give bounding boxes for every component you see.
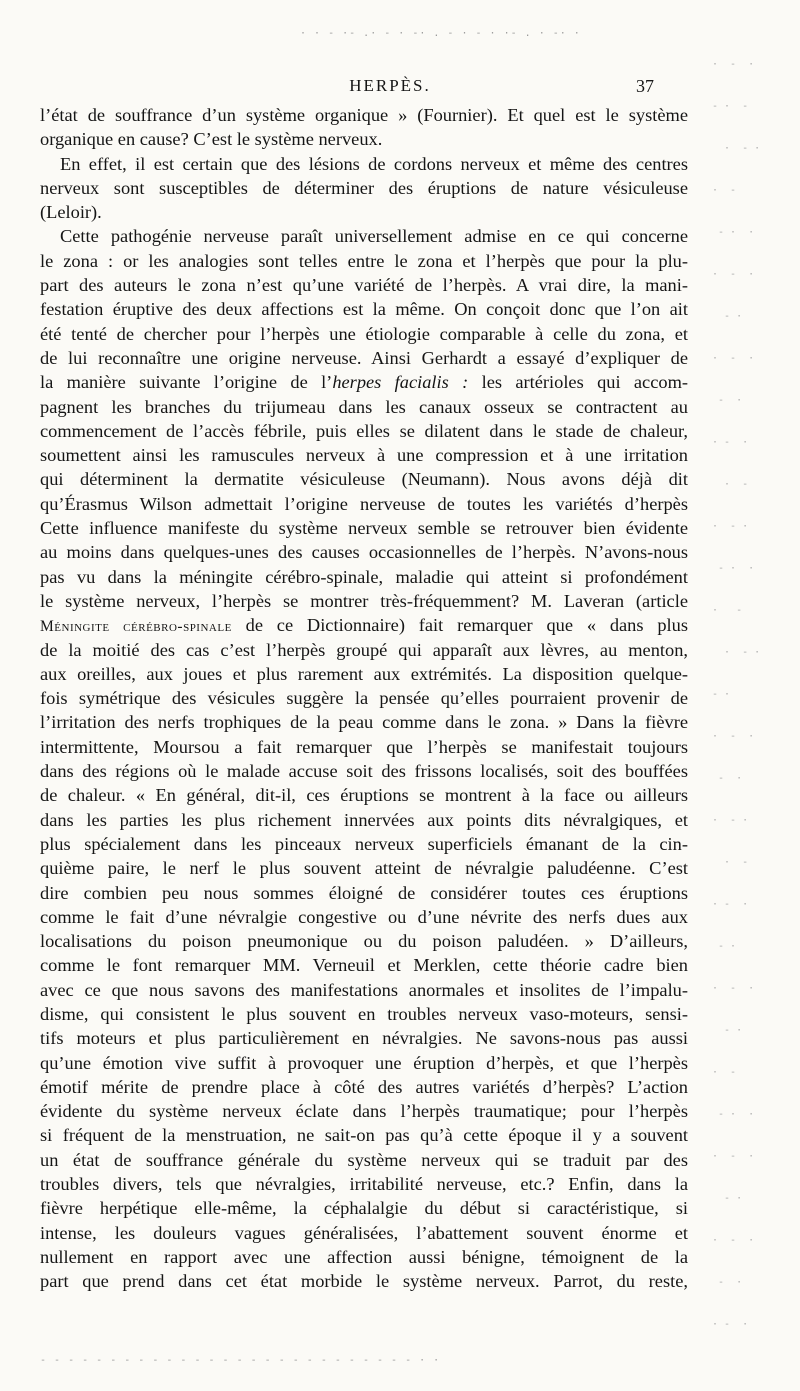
text-line: Cette pathogénie nerveuse paraît universellement admise en ce qui concerne <box>60 226 688 247</box>
text-line: été tenté de chercher pour l’herpès une étiologie comparable à celle du zona, et <box>40 323 688 344</box>
text-line: pagnent les branches du trijumeau dans les canaux osseux se contractent au <box>40 396 688 417</box>
text-line: quième paire, le nerf le plus souvent atteint de névralgie paludéenne. C’est <box>40 858 688 879</box>
text-line: au moins dans quelques-unes des causes occasionnelles de l’herpès. N’avons-nous <box>40 542 688 563</box>
text-line: intense, les douleurs vagues généralisées, l’abattement souvent énorme et <box>40 1222 688 1243</box>
text-line: organique en cause? C’est le système nerveux. <box>40 129 383 150</box>
text-segment: les artérioles qui accom- <box>468 372 688 393</box>
scan-artifact-top: · · - ·- .· - · -· . - · - · ·- . · -· · <box>300 28 581 39</box>
text-line: de chaleur. « En général, dit-il, ces éruptions se montrent à la face ou ailleurs <box>40 785 688 806</box>
text-line: avec ce que nous savons des manifestations anormales et insolites de l’impalu- <box>40 979 688 1000</box>
text-line: le zona : or les analogies sont telles entre le zona et l’herpès que pour la plu- <box>40 250 688 271</box>
text-line: de lui reconnaître une origine nerveuse. Ainsi Gerhardt a essayé d’expliquer de <box>40 347 688 368</box>
text-line: si fréquent de la menstruation, ne sait-on pas qu’à cette époque il y a souvent <box>40 1125 688 1146</box>
text-line: qu’une émotion vive suffit à provoquer une éruption d’herpès, et que l’herpès <box>40 1052 688 1073</box>
text-line: (Leloir). <box>40 202 102 223</box>
text-line: dire combien peu nous sommes éloigné de considérer toutes ces éruptions <box>40 882 688 903</box>
text-line: comme le font remarquer MM. Verneuil et Merklen, cette théorie cadre bien <box>40 955 688 976</box>
text-line: troubles divers, tels que névralgies, irritabilité nerveuse, etc.? Enfin, dans la <box>40 1174 688 1195</box>
text-line: évidente du système nerveux éclate dans l’herpès traumatique; pour l’herpès <box>40 1101 688 1122</box>
text-segment: de ce Dictionnaire) fait remarquer que « dans plus <box>231 615 688 636</box>
text-line <box>40 370 688 394</box>
text-line: fièvre herpétique elle-même, la céphalalgie du début si caractéristique, si <box>40 1198 688 1219</box>
text-line: part des auteurs le zona n’est qu’une variété de l’herpès. A vrai dire, la mani- <box>40 275 688 296</box>
text-line: de la moitié des cas c’est l’herpès groupé qui apparaît aux lèvres, au menton, <box>40 639 688 660</box>
text-line: intermittente, Moursou a fait remarquer que l’herpès se manifestait toujours <box>40 736 688 757</box>
page-number: 37 <box>636 76 654 96</box>
text-line: l’état de souffrance d’un système organique » (Fournier). Et quel est le système <box>40 105 688 125</box>
text-line: tifs moteurs et plus particulièrement en névralgies. Ne savons-nous pas aussi <box>40 1028 688 1049</box>
running-header <box>0 74 800 100</box>
text-line: l’irritation des nerfs trophiques de la peau comme dans le zona. » Dans la fièvre <box>40 712 688 733</box>
text-line: nullement en rapport avec une affection aussi bénigne, témoignent de la <box>40 1246 688 1267</box>
text-line: un état de souffrance générale du système nerveux qui se traduit par des <box>40 1149 688 1170</box>
scan-artifact-bottom: - - - - - - - - - - - - - - - - - - - - - - - - - - - · · <box>40 1355 441 1366</box>
text-segment: la manière suivante l’origine de l’ <box>40 372 333 393</box>
text-line: nerveux sont susceptibles de déterminer des éruptions de nature vésiculeuse <box>40 177 688 198</box>
text-line: aux oreilles, aux joues et plus rarement aux extrémités. La disposition quelque- <box>40 663 688 684</box>
text-line: festation éruptive des deux affections est la même. On conçoit donc que l’on ait <box>40 299 688 320</box>
text-line: dans des régions où le malade accuse soit des frissons localisés, soit des bouffées <box>40 761 688 782</box>
scan-artifact-margin: · - · - · - · - · · - - · · · - · - · · - · - · · - · · - · - · - · · · - · - · - · · - · - · · - · · - · - · - · · - · - · · - - · · · - · - · · - · - · · - · <box>712 59 761 1330</box>
text-line: pas vu dans la méningite cérébro-spinale, maladie qui atteint si profondément <box>40 566 688 587</box>
text-line: le système nerveux, l’herpès se montrer très-fréquemment? M. Laveran (article <box>40 590 688 611</box>
text-line: disme, qui consistent le plus souvent en troubles nerveux vaso-moteurs, sensi- <box>40 1003 688 1024</box>
italic-term: herpes facialis : <box>332 372 469 393</box>
text-line: qu’Érasmus Wilson admettait l’origine nerveuse de toutes les variétés d’herpès <box>40 493 688 514</box>
text-line <box>40 613 688 637</box>
body-text <box>40 103 688 1294</box>
running-title: HERPÈS. <box>349 76 431 95</box>
text-line: dans les parties les plus richement innervées aux points dits névralgiques, et <box>40 809 688 830</box>
text-line: comme le fait d’une névralgie congestive ou d’une névrite des nerfs dues aux <box>40 906 688 927</box>
text-line: plus spécialement dans les pinceaux nerveux superficiels émanant de la cin- <box>40 833 688 854</box>
text-line: part que prend dans cet état morbide le système nerveux. Parrot, du reste, <box>40 1271 688 1292</box>
text-line: qui déterminent la dermatite vésiculeuse (Neumann). Nous avons déjà dit <box>40 469 688 490</box>
text-line: localisations du poison pneumonique ou du poison paludéen. » D’ailleurs, <box>40 931 688 952</box>
text-line: Cette influence manifeste du système nerveux semble se retrouver bien évidente <box>40 518 688 539</box>
text-line: En effet, il est certain que des lésions de cordons nerveux et même des centres <box>60 153 688 174</box>
text-line: commencement de l’accès fébrile, puis elles se dilatent dans le stade de chaleur, <box>40 420 688 441</box>
text-line: soumettent ainsi les ramuscules nerveux à une compression et à une irritation <box>40 445 688 466</box>
small-caps-term: Méningite cérébro-spinale <box>40 618 232 636</box>
text-line: émotif mérite de prendre place à côté des autres variétés d’herpès? L’action <box>40 1076 688 1097</box>
text-line: fois symétrique des vésicules suggère la pensée qu’elles pourraient provenir de <box>40 688 688 709</box>
